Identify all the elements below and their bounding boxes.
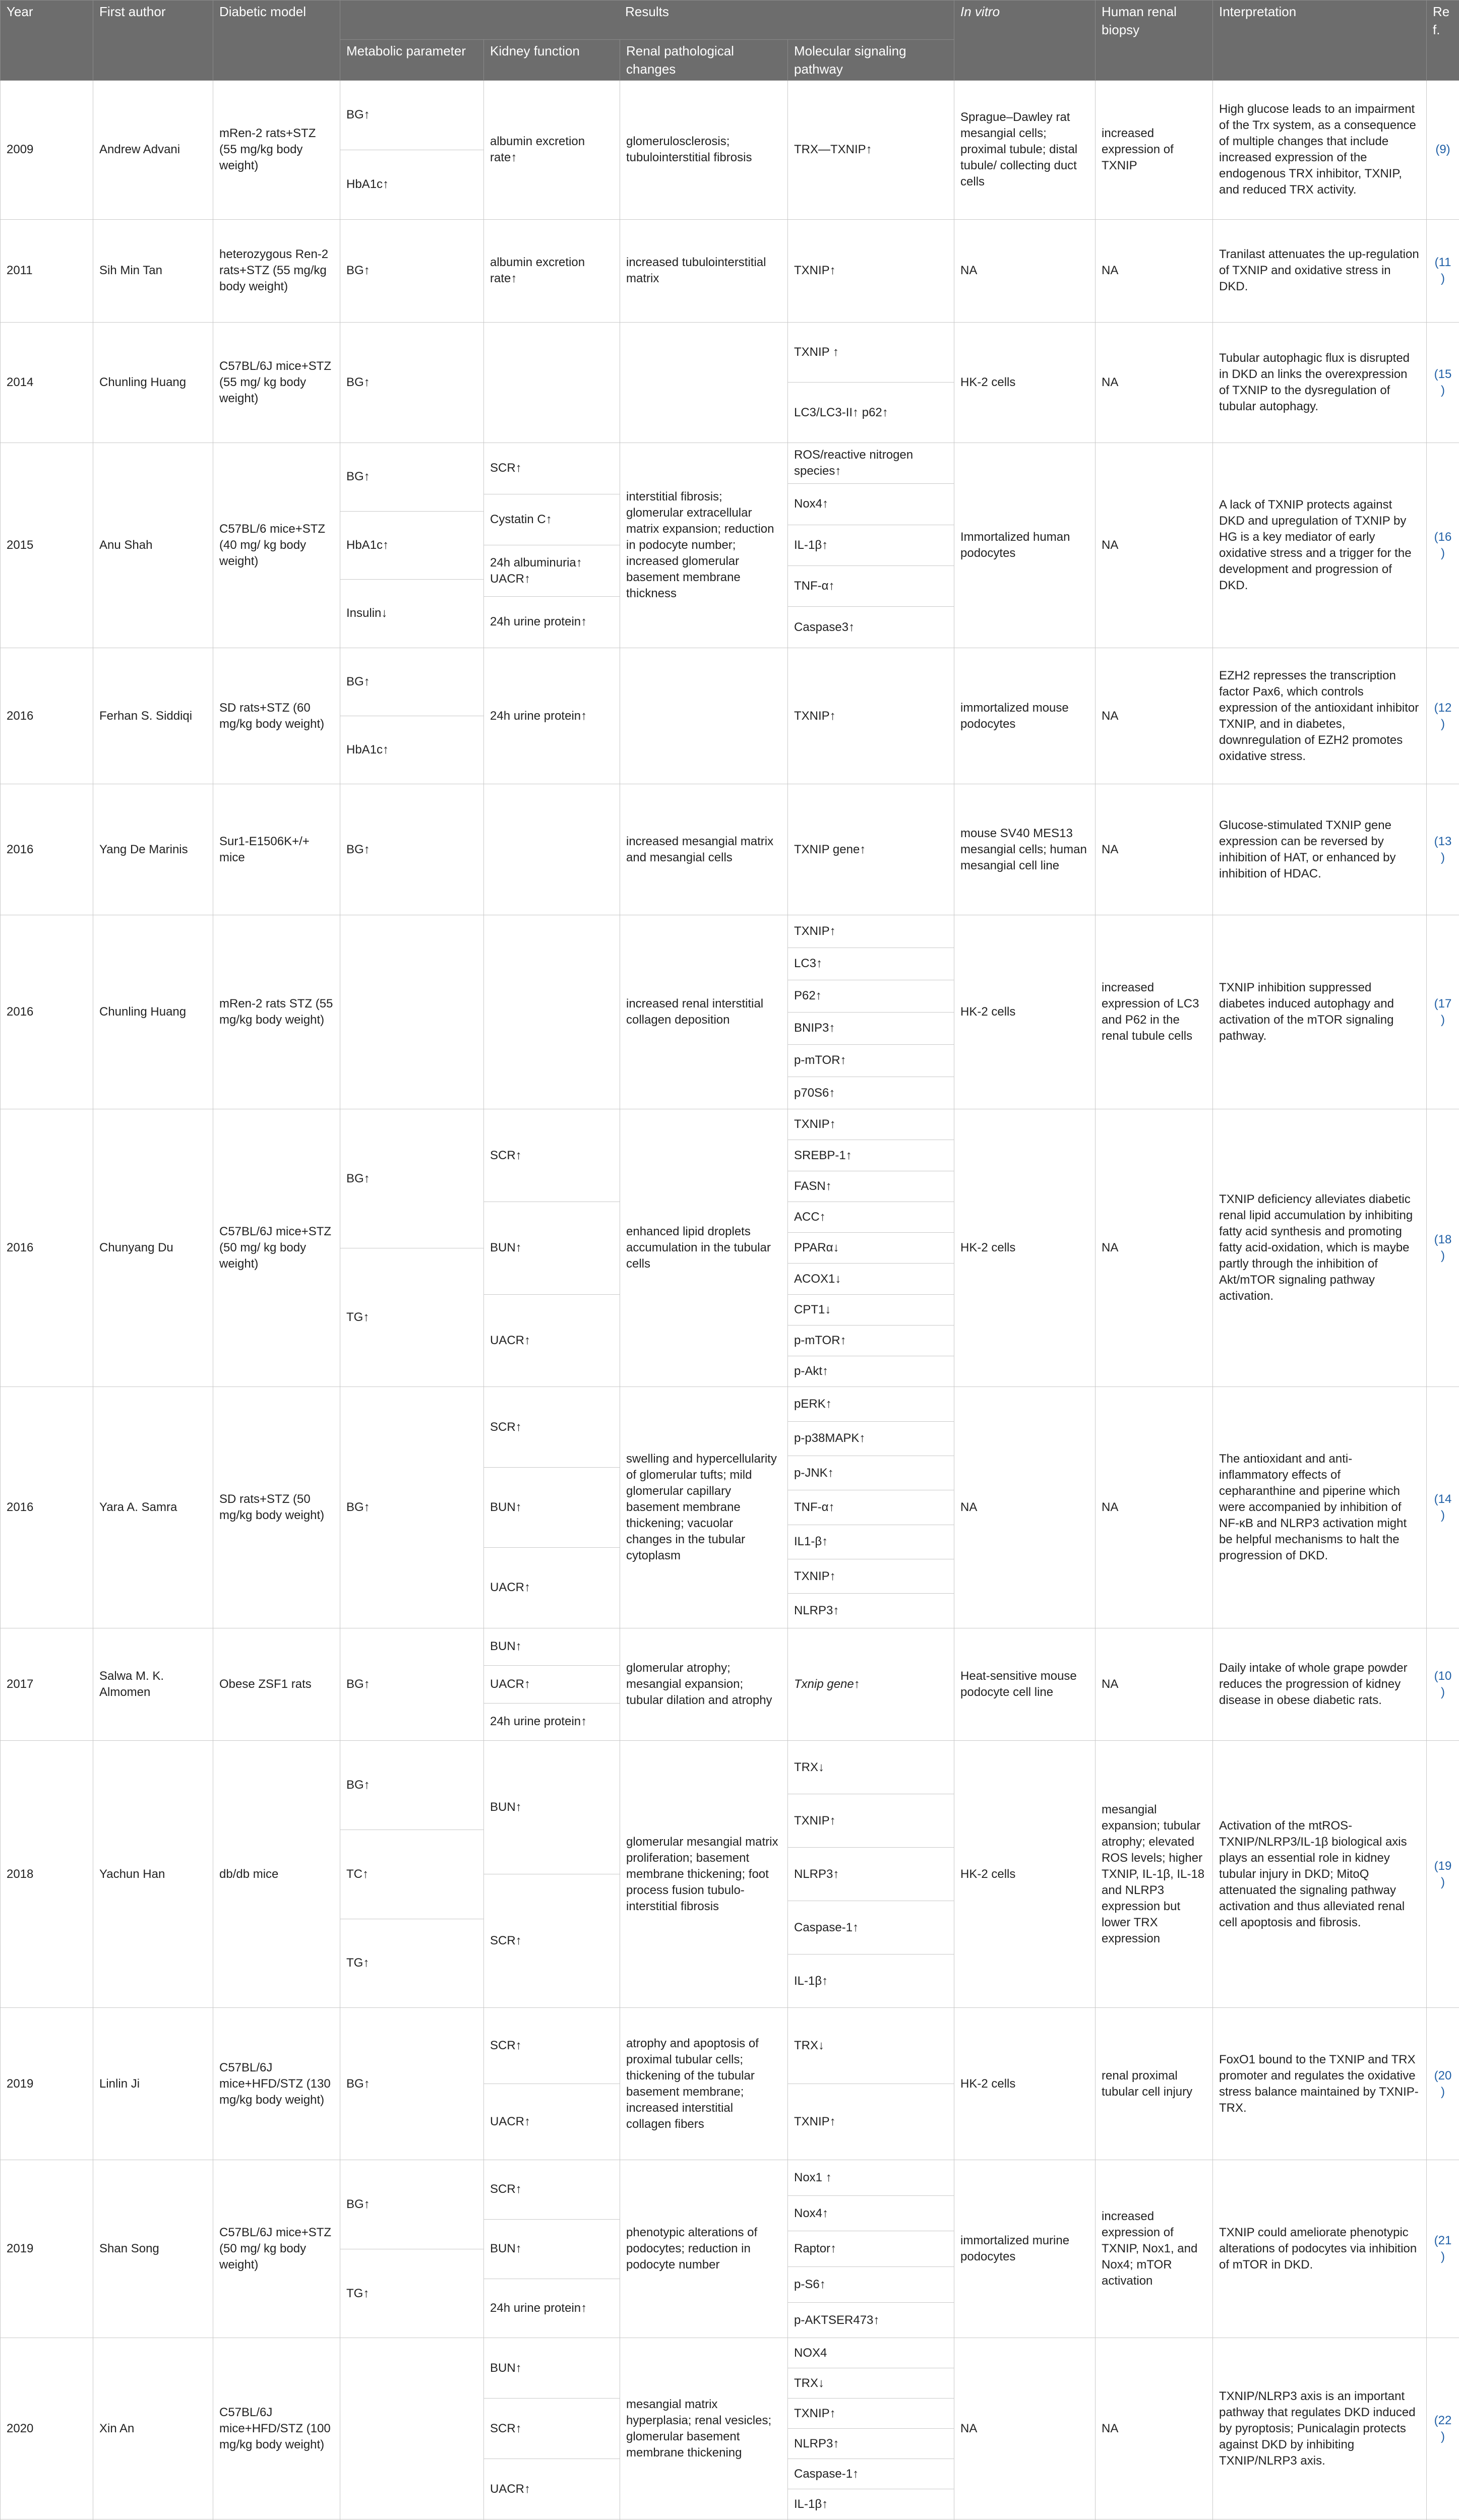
kidney-cell: BUN↑ — [484, 1628, 620, 1666]
kidney-cell: SCR↑ — [484, 1874, 620, 2008]
table-row — [1, 784, 1459, 915]
renal-cell: mesangial matrix hyperplasia; renal vesicles; glomerular basement membrane thickening — [620, 2338, 788, 2519]
molecular-cell: SREBP-1↑ — [788, 1140, 954, 1171]
molecular-cell: TXNIP↑ — [788, 648, 954, 784]
metabolic-cell: BG↑ — [340, 2160, 484, 2249]
header-results: Results — [340, 1, 954, 40]
in-vitro-cell: mouse SV40 MES13 mesangial cells; human mesangial cell line — [954, 784, 1096, 915]
ref-cell: (19) — [1427, 1741, 1459, 2008]
molecular-cell: ACOX1↓ — [788, 1264, 954, 1294]
header-ref: Ref. — [1427, 1, 1459, 81]
year-cell: 2011 — [1, 219, 93, 322]
kidney-cell: BUN↑ — [484, 2219, 620, 2279]
molecular-cell: NOX4 — [788, 2338, 954, 2368]
molecular-cell: PPARα↓ — [788, 1233, 954, 1264]
author-cell: Sih Min Tan — [93, 219, 213, 322]
model-cell: SD rats+STZ (60 mg/kg body weight) — [213, 648, 340, 784]
renal-cell: increased tubulointerstitial matrix — [620, 219, 788, 322]
metabolic-cell: BG↑ — [340, 1741, 484, 1830]
metabolic-cell: BG↑ — [340, 322, 484, 443]
in-vitro-cell: HK-2 cells — [954, 322, 1096, 443]
metabolic-cell: HbA1c↑ — [340, 716, 484, 784]
in-vitro-cell: HK-2 cells — [954, 1741, 1096, 2008]
interpretation-cell: The antioxidant and anti-inflammatory effects of cepharanthine and piperine which were accompanied by inhibition of NF-κB and NLRP3 activation might be helpful mechanisms to halt the progression of DKD. — [1213, 1387, 1427, 1628]
table-row — [1, 1387, 1459, 1399]
year-cell: 2009 — [1, 81, 93, 220]
table-row — [1, 915, 1459, 948]
molecular-cell: TRX↓ — [788, 2008, 954, 2084]
interpretation-cell: Tranilast attenuates the up-regulation of TXNIP and oxidative stress in DKD. — [1213, 219, 1427, 322]
metabolic-cell: HbA1c↑ — [340, 150, 484, 219]
table-row — [1, 2160, 1459, 2166]
human-biopsy-cell: renal proximal tubular cell injury — [1096, 2008, 1213, 2160]
renal-cell: increased renal interstitial collagen deposition — [620, 915, 788, 1109]
ref-cell: (21) — [1427, 2160, 1459, 2338]
interpretation-cell: Glucose-stimulated TXNIP gene expression can be reversed by inhibition of HAT, or enhanced by inhibition of HDAC. — [1213, 784, 1427, 915]
table-row — [1, 2338, 1459, 2368]
molecular-cell: p-Akt↑ — [788, 1356, 954, 1387]
renal-cell: interstitial fibrosis; glomerular extracellular matrix expansion; reduction in podocyte number; increased glomerular basement membrane thickness — [620, 443, 788, 648]
table-row — [1, 2008, 1459, 2084]
molecular-cell: TXNIP↑ — [788, 1559, 954, 1593]
ref-cell: (11) — [1427, 219, 1459, 322]
human-biopsy-cell: NA — [1096, 322, 1213, 443]
kidney-cell: albumin excretion rate↑ — [484, 81, 620, 220]
model-cell: heterozygous Ren-2 rats+STZ (55 mg/kg body weight) — [213, 219, 340, 322]
in-vitro-cell: Sprague–Dawley rat mesangial cells; proximal tubule; distal tubule/ collecting duct cells — [954, 81, 1096, 220]
human-biopsy-cell: NA — [1096, 648, 1213, 784]
author-cell: Chunling Huang — [93, 915, 213, 1109]
molecular-cell: Nox1 ↑ — [788, 2160, 954, 2196]
header-human-renal-biopsy: Human renal biopsy — [1096, 1, 1213, 81]
model-cell: C57BL/6J mice+HFD/STZ (130 mg/kg body weight) — [213, 2008, 340, 2160]
molecular-cell: ACC↑ — [788, 1202, 954, 1232]
molecular-cell: TXNIP↑ — [788, 2084, 954, 2160]
molecular-cell: ROS/reactive nitrogen species↑ — [788, 443, 954, 483]
ref-cell: (10) — [1427, 1628, 1459, 1741]
kidney-cell: 24h urine protein↑ — [484, 648, 620, 784]
ref-cell: (14) — [1427, 1387, 1459, 1628]
kidney-cell: SCR↑ — [484, 443, 620, 494]
model-cell: C57BL/6 mice+STZ (40 mg/ kg body weight) — [213, 443, 340, 648]
table-row — [1, 81, 1459, 150]
kidney-cell: SCR↑ — [484, 1109, 620, 1202]
interpretation-cell: High glucose leads to an impairment of the Trx system, as a consequence of multiple changes that include increased expression of the endogenous TRX inhibitor, TXNIP, and reduced TRX activity. — [1213, 81, 1427, 220]
renal-cell: phenotypic alterations of podocytes; reduction in podocyte number — [620, 2160, 788, 2338]
kidney-cell: UACR↑ — [484, 1548, 620, 1628]
molecular-cell: Caspase-1↑ — [788, 1901, 954, 1955]
interpretation-cell: TXNIP/NLRP3 axis is an important pathway that regulates DKD induced by pyroptosis; Punicalagin protects against DKD by inhibiting TXNIP/NLRP3 axis. — [1213, 2338, 1427, 2519]
molecular-cell: p-mTOR↑ — [788, 1044, 954, 1077]
human-biopsy-cell: increased expression of TXNIP — [1096, 81, 1213, 220]
ref-cell: (12) — [1427, 648, 1459, 784]
human-biopsy-cell: NA — [1096, 1109, 1213, 1387]
kidney-cell: UACR↑ — [484, 2459, 620, 2519]
author-cell: Ferhan S. Siddiqi — [93, 648, 213, 784]
year-cell: 2015 — [1, 443, 93, 648]
molecular-cell: p70S6↑ — [788, 1077, 954, 1109]
human-biopsy-cell: mesangial expansion; tubular atrophy; elevated ROS levels; higher TXNIP, IL-1β, IL-18 and NLRP3 expression but lower TRX expression — [1096, 1741, 1213, 2008]
ref-cell: (17) — [1427, 915, 1459, 1109]
ref-cell: (16) — [1427, 443, 1459, 648]
molecular-cell: Nox4↑ — [788, 2195, 954, 2231]
kidney-cell: BUN↑ — [484, 1467, 620, 1547]
header-interpretation: Interpretation — [1213, 1, 1427, 81]
metabolic-cell: BG↑ — [340, 219, 484, 322]
model-cell: C57BL/6J mice+STZ (50 mg/ kg body weight) — [213, 2160, 340, 2338]
author-cell: Shan Song — [93, 2160, 213, 2338]
metabolic-cell: BG↑ — [340, 2008, 484, 2160]
model-cell: mRen-2 rats STZ (55 mg/kg body weight) — [213, 915, 340, 1109]
model-cell: Obese ZSF1 rats — [213, 1628, 340, 1741]
author-cell: Xin An — [93, 2338, 213, 2519]
in-vitro-cell: immortalized mouse podocytes — [954, 648, 1096, 784]
metabolic-cell: TG↑ — [340, 1919, 484, 2008]
human-biopsy-cell: increased expression of TXNIP, Nox1, and Nox4; mTOR activation — [1096, 2160, 1213, 2338]
ref-cell: (22) — [1427, 2338, 1459, 2519]
human-biopsy-cell: NA — [1096, 2338, 1213, 2519]
molecular-cell: NLRP3↑ — [788, 1848, 954, 1901]
human-biopsy-cell: NA — [1096, 1628, 1213, 1741]
molecular-cell: CPT1↓ — [788, 1294, 954, 1325]
renal-cell: enhanced lipid droplets accumulation in the tubular cells — [620, 1109, 788, 1387]
header-year: Year — [1, 1, 93, 81]
model-cell: SD rats+STZ (50 mg/kg body weight) — [213, 1387, 340, 1628]
renal-cell: swelling and hypercellularity of glomerular tufts; mild glomerular capillary basement membrane thickening; vacuolar changes in the tubular cytoplasm — [620, 1387, 788, 1628]
kidney-cell: albumin excretion rate↑ — [484, 219, 620, 322]
author-cell: Yachun Han — [93, 1741, 213, 2008]
model-cell: C57BL/6J mice+STZ (55 mg/ kg body weight) — [213, 322, 340, 443]
molecular-cell: TRX↓ — [788, 2368, 954, 2399]
molecular-cell: TRX↓ — [788, 1741, 954, 1794]
molecular-cell: LC3↑ — [788, 948, 954, 980]
renal-cell — [620, 322, 788, 443]
table-row — [1, 1628, 1459, 1666]
molecular-cell: TXNIP↑ — [788, 1794, 954, 1848]
author-cell: Chunyang Du — [93, 1109, 213, 1387]
metabolic-cell: BG↑ — [340, 648, 484, 716]
metabolic-cell: BG↑ — [340, 443, 484, 511]
molecular-cell: TXNIP gene↑ — [788, 784, 954, 915]
kidney-cell: SCR↑ — [484, 2399, 620, 2459]
year-cell: 2020 — [1, 2338, 93, 2519]
molecular-cell: pERK↑ — [788, 1387, 954, 1421]
kidney-cell: UACR↑ — [484, 1666, 620, 1704]
molecular-cell: TXNIP ↑ — [788, 322, 954, 383]
interpretation-cell: TXNIP deficiency alleviates diabetic renal lipid accumulation by inhibiting fatty acid synthesis and promoting fatty acid-oxidation, which is maybe partly through the inhibition of Akt/mTOR signaling pathway activation. — [1213, 1109, 1427, 1387]
molecular-cell: p-JNK↑ — [788, 1456, 954, 1490]
in-vitro-cell: NA — [954, 219, 1096, 322]
renal-cell: increased mesangial matrix and mesangial cells — [620, 784, 788, 915]
metabolic-cell — [340, 2338, 484, 2519]
metabolic-cell: TG↑ — [340, 1248, 484, 1387]
year-cell: 2016 — [1, 915, 93, 1109]
metabolic-cell: BG↑ — [340, 784, 484, 915]
year-cell: 2017 — [1, 1628, 93, 1741]
interpretation-cell: TXNIP could ameliorate phenotypic alterations of podocytes via inhibition of mTOR in DKD. — [1213, 2160, 1427, 2338]
molecular-cell: TXNIP↑ — [788, 2399, 954, 2429]
interpretation-cell: EZH2 represses the transcription factor Pax6, which controls expression of the antioxidant inhibitor TXNIP, and in diabetes, downregulation of EZH2 promotes oxidative stress. — [1213, 648, 1427, 784]
kidney-cell — [484, 784, 620, 915]
interpretation-cell: A lack of TXNIP protects against DKD and upregulation of TXNIP by HG is a key mediator of early oxidative stress and a trigger for the development and progression of DKD. — [1213, 443, 1427, 648]
year-cell: 2016 — [1, 1387, 93, 1628]
kidney-cell: BUN↑ — [484, 2338, 620, 2399]
author-cell: Chunling Huang — [93, 322, 213, 443]
kidney-cell: SCR↑ — [484, 2160, 620, 2220]
kidney-cell: BUN↑ — [484, 1741, 620, 1874]
ref-cell: (15) — [1427, 322, 1459, 443]
molecular-cell: IL-1β↑ — [788, 1955, 954, 2008]
molecular-cell: BNIP3↑ — [788, 1012, 954, 1044]
molecular-cell: IL-1β↑ — [788, 2489, 954, 2519]
header-renal-pathological-changes: Renal pathological changes — [620, 40, 788, 81]
renal-cell: atrophy and apoptosis of proximal tubular cells; thickening of the tubular basement membrane; increased interstitial collagen fibers — [620, 2008, 788, 2160]
molecular-cell: Caspase-1↑ — [788, 2459, 954, 2489]
model-cell: C57BL/6J mice+HFD/STZ (100 mg/kg body weight) — [213, 2338, 340, 2519]
in-vitro-cell: immortalized murine podocytes — [954, 2160, 1096, 2338]
kidney-cell: 24h urine protein↑ — [484, 2279, 620, 2338]
kidney-cell: UACR↑ — [484, 1294, 620, 1387]
table-row — [1, 648, 1459, 716]
kidney-cell: SCR↑ — [484, 2008, 620, 2084]
molecular-cell: TNF-α↑ — [788, 566, 954, 607]
renal-cell: glomerular atrophy; mesangial expansion; tubular dilation and atrophy — [620, 1628, 788, 1741]
header-kidney-function: Kidney function — [484, 40, 620, 81]
year-cell: 2016 — [1, 784, 93, 915]
molecular-cell: Raptor↑ — [788, 2231, 954, 2267]
table-body — [1, 81, 1459, 2520]
in-vitro-cell: Heat-sensitive mouse podocyte cell line — [954, 1628, 1096, 1741]
molecular-cell: P62↑ — [788, 980, 954, 1012]
interpretation-cell: TXNIP inhibition suppressed diabetes induced autophagy and activation of the mTOR signaling pathway. — [1213, 915, 1427, 1109]
interpretation-cell: FoxO1 bound to the TXNIP and TRX promoter and regulates the oxidative stress balance maintained by TXNIP-TRX. — [1213, 2008, 1427, 2160]
header-in-vitro: In vitro — [954, 1, 1096, 81]
year-cell: 2016 — [1, 648, 93, 784]
table-row — [1, 443, 1459, 446]
kidney-cell: 24h albuminuria↑ UACR↑ — [484, 545, 620, 597]
molecular-cell: TNF-α↑ — [788, 1490, 954, 1525]
ref-cell: (18) — [1427, 1109, 1459, 1387]
renal-cell — [620, 648, 788, 784]
kidney-cell: UACR↑ — [484, 2084, 620, 2160]
human-biopsy-cell: NA — [1096, 784, 1213, 915]
table-row — [1, 219, 1459, 322]
interpretation-cell: Daily intake of whole grape powder reduces the progression of kidney disease in obese diabetic rats. — [1213, 1628, 1427, 1741]
molecular-cell: TRX—TXNIP↑ — [788, 81, 954, 220]
molecular-cell: LC3/LC3-II↑ p62↑ — [788, 383, 954, 443]
molecular-cell: p-mTOR↑ — [788, 1325, 954, 1356]
kidney-cell — [484, 915, 620, 1109]
kidney-cell: Cystatin C↑ — [484, 494, 620, 545]
model-cell: mRen-2 rats+STZ (55 mg/kg body weight) — [213, 81, 340, 220]
kidney-cell: SCR↑ — [484, 1387, 620, 1467]
author-cell: Yang De Marinis — [93, 784, 213, 915]
human-biopsy-cell: NA — [1096, 219, 1213, 322]
metabolic-cell: TG↑ — [340, 2249, 484, 2338]
header-first-author: First author — [93, 1, 213, 81]
model-cell: C57BL/6J mice+STZ (50 mg/ kg body weight) — [213, 1109, 340, 1387]
metabolic-cell: HbA1c↑ — [340, 511, 484, 580]
molecular-cell: IL1-β↑ — [788, 1525, 954, 1559]
molecular-cell: NLRP3↑ — [788, 1594, 954, 1628]
ref-cell: (13) — [1427, 784, 1459, 915]
in-vitro-cell: HK-2 cells — [954, 915, 1096, 1109]
in-vitro-cell: HK-2 cells — [954, 2008, 1096, 2160]
metabolic-cell: BG↑ — [340, 1109, 484, 1248]
author-cell: Anu Shah — [93, 443, 213, 648]
metabolic-cell: BG↑ — [340, 1628, 484, 1741]
molecular-cell: TXNIP↑ — [788, 1109, 954, 1140]
interpretation-cell: Tubular autophagic flux is disrupted in DKD an links the overexpression of TXNIP to the dysregulation of tubular autophagy. — [1213, 322, 1427, 443]
kidney-cell: BUN↑ — [484, 1202, 620, 1294]
metabolic-cell: Insulin↓ — [340, 580, 484, 648]
renal-cell: glomerular mesangial matrix proliferation; basement membrane thickening; foot process fusion tubulo-interstitial fibrosis — [620, 1741, 788, 2008]
author-cell: Yara A. Samra — [93, 1387, 213, 1628]
model-cell: Sur1-E1506K+/+ mice — [213, 784, 340, 915]
in-vitro-cell: HK-2 cells — [954, 1109, 1096, 1387]
in-vitro-cell: NA — [954, 1387, 1096, 1628]
table-row — [1, 1109, 1459, 1125]
metabolic-cell: BG↑ — [340, 81, 484, 150]
renal-cell: glomerulosclerosis; tubulointerstitial fibrosis — [620, 81, 788, 220]
human-biopsy-cell: NA — [1096, 443, 1213, 648]
molecular-cell: p-AKTSER473↑ — [788, 2302, 954, 2338]
molecular-cell: Txnip gene↑ — [788, 1628, 954, 1741]
author-cell: Andrew Advani — [93, 81, 213, 220]
ref-cell: (9) — [1427, 81, 1459, 220]
metabolic-cell: BG↑ — [340, 1387, 484, 1628]
molecular-cell: TXNIP↑ — [788, 219, 954, 322]
year-cell: 2016 — [1, 1109, 93, 1387]
year-cell: 2019 — [1, 2008, 93, 2160]
molecular-cell: Caspase3↑ — [788, 607, 954, 648]
molecular-cell: TXNIP↑ — [788, 915, 954, 948]
molecular-cell: p-p38MAPK↑ — [788, 1421, 954, 1456]
ref-cell: (20) — [1427, 2008, 1459, 2160]
molecular-cell: p-S6↑ — [788, 2267, 954, 2303]
molecular-cell: IL-1β↑ — [788, 525, 954, 565]
human-biopsy-cell: NA — [1096, 1387, 1213, 1628]
table-row — [1, 322, 1459, 383]
model-cell: db/db mice — [213, 1741, 340, 2008]
metabolic-cell — [340, 915, 484, 1109]
human-biopsy-cell: increased expression of LC3 and P62 in the renal tubule cells — [1096, 915, 1213, 1109]
molecular-cell: Nox4↑ — [788, 484, 954, 525]
year-cell: 2014 — [1, 322, 93, 443]
table-header — [1, 1, 1459, 81]
author-cell: Salwa M. K. Almomen — [93, 1628, 213, 1741]
header-molecular-signaling-pathway: Molecular signaling pathway — [788, 40, 954, 81]
molecular-cell: FASN↑ — [788, 1171, 954, 1202]
kidney-cell: 24h urine protein↑ — [484, 1703, 620, 1741]
table-row — [1, 1741, 1459, 1750]
year-cell: 2018 — [1, 1741, 93, 2008]
year-cell: 2019 — [1, 2160, 93, 2338]
kidney-cell: 24h urine protein↑ — [484, 597, 620, 648]
in-vitro-cell: NA — [954, 2338, 1096, 2519]
author-cell: Linlin Ji — [93, 2008, 213, 2160]
header-metabolic-parameter: Metabolic parameter — [340, 40, 484, 81]
in-vitro-cell: Immortalized human podocytes — [954, 443, 1096, 648]
molecular-cell: NLRP3↑ — [788, 2429, 954, 2459]
interpretation-cell: Activation of the mtROS-TXNIP/NLRP3/IL-1β biological axis plays an essential role in kidney tubular injury in DKD; MitoQ attenuated the signaling pathway activation and thus alleviated renal cell apoptosis and fibrosis. — [1213, 1741, 1427, 2008]
kidney-cell — [484, 322, 620, 443]
header-diabetic-model: Diabetic model — [213, 1, 340, 81]
metabolic-cell: TC↑ — [340, 1830, 484, 1919]
